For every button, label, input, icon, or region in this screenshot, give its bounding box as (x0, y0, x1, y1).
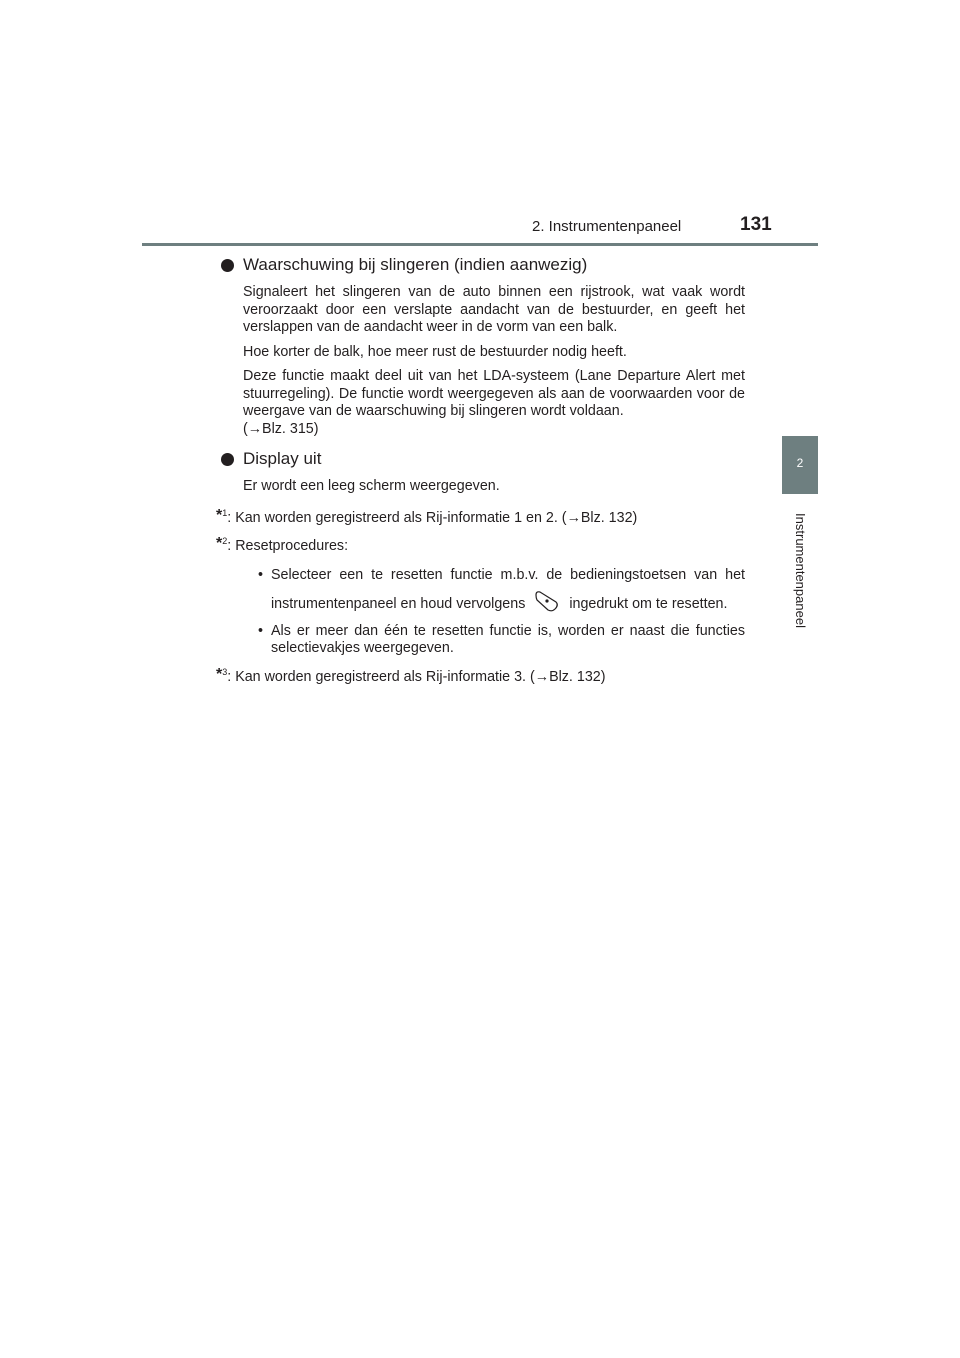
footnote-1 (216, 505, 745, 528)
list-item-text: ingedrukt om te resetten. (569, 595, 728, 612)
ok-button-icon (532, 588, 562, 614)
footnote-text: : Resetprocedures: (227, 538, 349, 554)
footnote-number: 2 (222, 536, 228, 546)
footnote-number: 1 (222, 507, 228, 518)
paragraph-reference: (→Blz. 315) (243, 420, 319, 437)
section-heading-text: Waarschuwing bij slingeren (indien aanwezig) (243, 255, 588, 274)
section-heading (220, 254, 745, 276)
header-divider (142, 243, 818, 246)
chapter-tab-number: 2 (796, 456, 804, 470)
footnote-text: : Kan worden geregistreerd als Rij-informatie 3. (→Blz. 132) (227, 668, 606, 685)
header-section-title: 2. Instrumentenpaneel (532, 218, 682, 235)
paragraph: Deze functie maakt deel uit van het LDA-systeem (Lane Departure Alert met stuurregeling). De functie wordt weergegeven als aan de voorwaarden voor de weergave van de waarschuwing bij slingeren wordt voldaan. (243, 368, 745, 419)
footnote-star: * (216, 665, 223, 683)
bullet-dot-icon (221, 259, 234, 272)
paragraph: Hoe korter de balk, hoe meer rust de bestuurder nodig heeft. (243, 343, 627, 360)
paragraph: Er wordt een leeg scherm weergegeven. (243, 478, 500, 494)
footnote-star: * (216, 506, 223, 524)
list-item-text: Selecteer een te resetten functie m.b.v. de bedieningstoetsen van het instrumentenpaneel en houd vervolgens (271, 566, 745, 612)
footnote-text: : Kan worden geregistreerd als Rij-informatie 1 en 2. (→Blz. 132) (227, 509, 638, 526)
footnote-star: * (216, 535, 223, 552)
list-bullet: • (258, 566, 264, 583)
footnote-2 (216, 533, 745, 556)
chapter-side-label (784, 503, 816, 638)
list-item (258, 623, 745, 658)
page-content (216, 254, 745, 692)
footnote-number: 3 (222, 666, 228, 677)
section-heading-text: Display uit (243, 449, 322, 468)
list-item-text: Als er meer dan één te resetten functie is, worden er naast die functies selectievakjes weergegeven. (271, 622, 745, 656)
page-number: 131 (740, 214, 772, 235)
bullet-dot-icon (221, 453, 234, 466)
footnote-3 (216, 664, 745, 687)
section-heading (220, 448, 745, 470)
chapter-tab (782, 436, 818, 494)
chapter-side-label-text: Instrumentenpaneel (792, 513, 808, 628)
paragraph: Signaleert het slingeren van de auto binnen een rijstrook, wat vaak wordt veroorzaakt door een verslapte aandacht van de bestuurder, en geeft het verslappen van de aandacht weer in de vorm van een balk. (243, 284, 745, 335)
list-bullet: • (258, 622, 264, 639)
list-item (258, 562, 745, 617)
